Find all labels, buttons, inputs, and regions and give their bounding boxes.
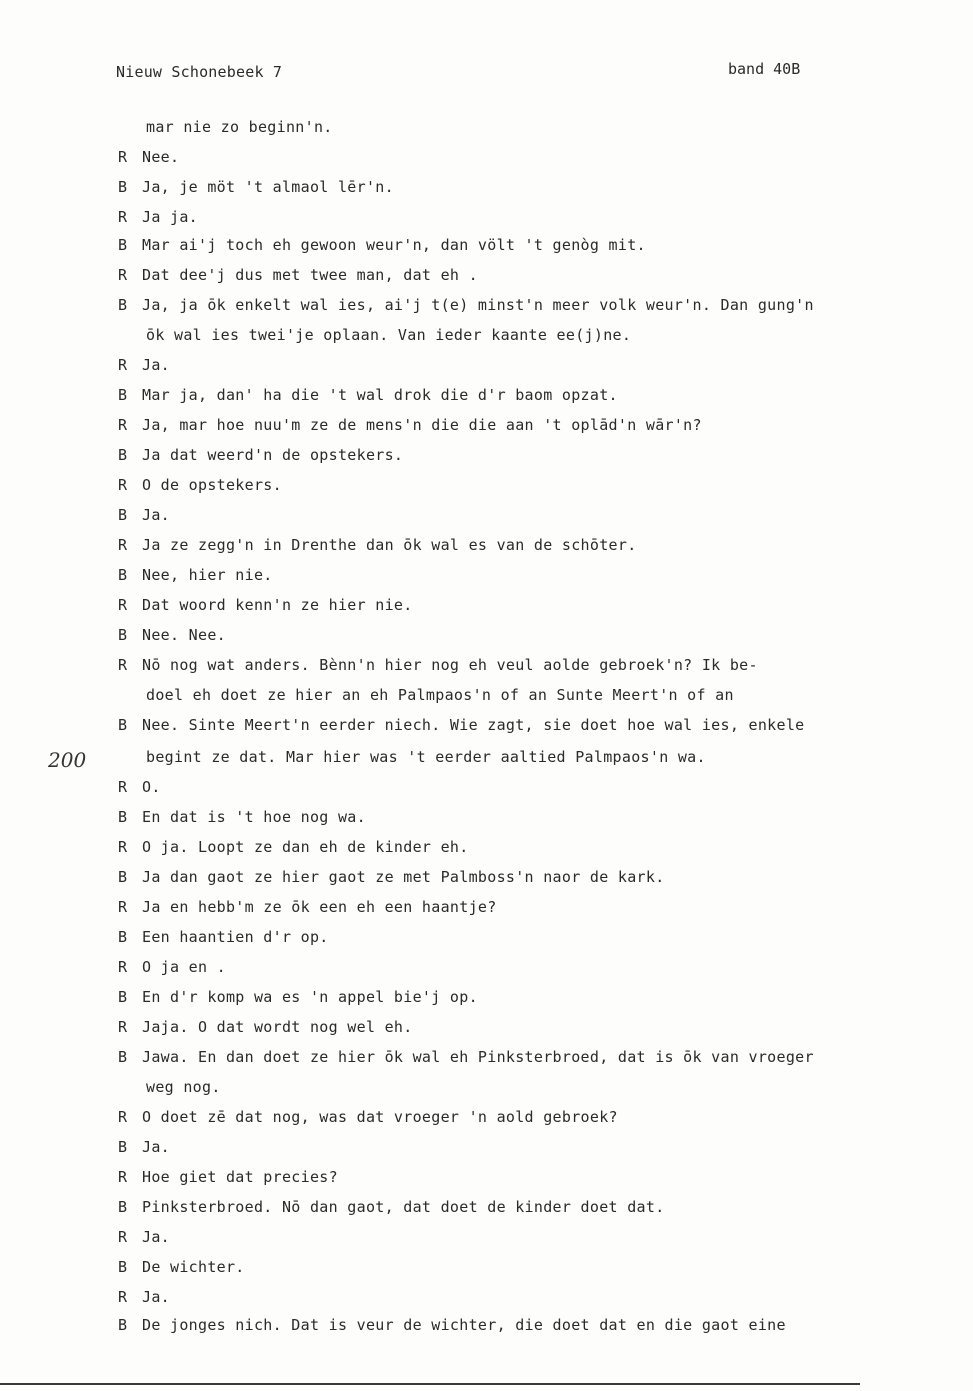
line-text: Dat woord kenn'n ze hier nie. <box>142 596 413 614</box>
transcript-line <box>118 1288 170 1306</box>
line-text: Ja ja. <box>142 208 198 226</box>
speaker-label: B <box>118 1198 128 1216</box>
line-text: Ja ze zegg'n in Drenthe dan ōk wal es van de schōter. <box>142 536 637 554</box>
transcript-line <box>118 416 702 434</box>
line-text: O ja. Loopt ze dan eh de kinder eh. <box>142 838 469 856</box>
line-text: Een haantien d'r op. <box>142 928 329 946</box>
line-text: Ja dat weerd'n de opstekers. <box>142 446 404 464</box>
speaker-label: B <box>118 716 128 734</box>
line-text: ōk wal ies twei'je oplaan. Van ieder kaante ee(j)ne. <box>146 326 632 344</box>
speaker-label: R <box>118 148 128 166</box>
transcript-line <box>118 476 282 494</box>
line-text: Dat dee'j dus met twee man, dat eh . <box>142 266 478 284</box>
speaker-label: R <box>118 898 128 916</box>
line-text: O doet zē dat nog, was dat vroeger 'n aold gebroek? <box>142 1108 618 1126</box>
transcript-line <box>118 506 170 524</box>
line-text: Mar ja, dan' ha die 't wal drok die d'r baom opzat. <box>142 386 618 404</box>
transcript-line <box>118 928 329 946</box>
speaker-label: B <box>118 1258 128 1276</box>
line-text: Nō nog wat anders. Bènn'n hier nog eh veul aolde gebroek'n? Ik be- <box>142 656 758 674</box>
transcript-line <box>118 626 226 644</box>
speaker-label: B <box>118 566 128 584</box>
transcript-line <box>118 296 814 314</box>
speaker-label: R <box>118 1018 128 1036</box>
line-text: Ja. <box>142 1228 170 1246</box>
transcript-line <box>118 898 497 916</box>
line-text: weg nog. <box>146 1078 221 1096</box>
transcript-line <box>118 1048 814 1066</box>
transcript-line <box>146 1078 221 1096</box>
speaker-label: B <box>118 446 128 464</box>
speaker-label: R <box>118 416 128 434</box>
speaker-label: R <box>118 778 128 796</box>
line-text: doel eh doet ze hier an eh Palmpaos'n of an Sunte Meert'n of an <box>146 686 734 704</box>
transcript-line <box>146 686 734 704</box>
transcript-line <box>118 656 758 674</box>
speaker-label: R <box>118 536 128 554</box>
speaker-label: R <box>118 1168 128 1186</box>
transcript-line <box>146 748 706 766</box>
speaker-label: B <box>118 386 128 404</box>
speaker-label: R <box>118 266 128 284</box>
line-text: O ja en . <box>142 958 226 976</box>
line-text: Ja, ja ōk enkelt wal ies, ai'j t(e) minst'n meer volk weur'n. Dan gung'n <box>142 296 814 314</box>
speaker-label: R <box>118 476 128 494</box>
speaker-label: R <box>118 356 128 374</box>
speaker-label: B <box>118 506 128 524</box>
transcript-line <box>118 566 273 584</box>
transcript-line <box>118 208 198 226</box>
line-text: mar nie zo beginn'n. <box>146 118 333 136</box>
line-text: Jaja. O dat wordt nog wel eh. <box>142 1018 413 1036</box>
line-text: Mar ai'j toch eh gewoon weur'n, dan völt 't genòg mit. <box>142 236 646 254</box>
speaker-label: B <box>118 296 128 314</box>
transcript-line <box>118 1168 338 1186</box>
transcript-line <box>118 1108 618 1126</box>
bottom-rule <box>0 1383 860 1385</box>
transcript-line <box>118 1198 665 1216</box>
line-text: Ja. <box>142 506 170 524</box>
transcript-line <box>146 326 631 344</box>
transcript-line <box>118 356 170 374</box>
speaker-label: B <box>118 236 128 254</box>
transcript-line <box>118 1018 413 1036</box>
line-text: Nee. <box>142 148 180 166</box>
transcript-line <box>146 118 333 136</box>
speaker-label: B <box>118 178 128 196</box>
line-text: O de opstekers. <box>142 476 282 494</box>
transcript-line <box>118 868 665 886</box>
speaker-label: R <box>118 1288 128 1306</box>
line-text: O. <box>142 778 161 796</box>
transcript-line <box>118 446 403 464</box>
line-text: Ja. <box>142 1288 170 1306</box>
line-text: Nee. Nee. <box>142 626 226 644</box>
page-header-tape: band 40B <box>728 60 801 78</box>
line-text: Hoe giet dat precies? <box>142 1168 338 1186</box>
transcript-line <box>118 148 179 166</box>
line-text: En dat is 't hoe nog wa. <box>142 808 366 826</box>
speaker-label: R <box>118 838 128 856</box>
speaker-label: B <box>118 1316 128 1334</box>
transcript-line <box>118 1258 245 1276</box>
speaker-label: B <box>118 808 128 826</box>
transcript-line <box>118 596 413 614</box>
page-header-title: Nieuw Schonebeek 7 <box>116 63 283 81</box>
speaker-label: B <box>118 988 128 1006</box>
transcript-line <box>118 958 226 976</box>
line-text: Jawa. En dan doet ze hier ōk wal eh Pinksterbroed, dat is ōk van vroeger <box>142 1048 814 1066</box>
line-text: En d'r komp wa es 'n appel bie'j op. <box>142 988 478 1006</box>
line-text: begint ze dat. Mar hier was 't eerder aaltied Palmpaos'n wa. <box>146 748 706 766</box>
speaker-label: R <box>118 958 128 976</box>
line-text: De wichter. <box>142 1258 245 1276</box>
speaker-label: B <box>118 1138 128 1156</box>
speaker-label: R <box>118 596 128 614</box>
margin-note: 200 <box>48 748 87 772</box>
speaker-label: B <box>118 626 128 644</box>
transcript-line <box>118 1138 170 1156</box>
line-text: Nee. Sinte Meert'n eerder niech. Wie zagt, sie doet hoe wal ies, enkele <box>142 716 805 734</box>
line-text: Ja, mar hoe nuu'm ze de mens'n die die aan 't oplād'n wār'n? <box>142 416 702 434</box>
speaker-label: R <box>118 1108 128 1126</box>
line-text: De jonges nich. Dat is veur de wichter, die doet dat en die gaot eine <box>142 1316 786 1334</box>
speaker-label: B <box>118 1048 128 1066</box>
speaker-label: B <box>118 928 128 946</box>
speaker-label: R <box>118 208 128 226</box>
transcript-line <box>118 716 804 734</box>
transcript-line <box>118 178 394 196</box>
line-text: Ja. <box>142 356 170 374</box>
line-text: Pinksterbroed. Nō dan gaot, dat doet de kinder doet dat. <box>142 1198 665 1216</box>
transcript-line <box>118 1228 170 1246</box>
speaker-label: R <box>118 656 128 674</box>
line-text: Ja en hebb'm ze ōk een eh een haantje? <box>142 898 497 916</box>
transcript-line <box>118 386 618 404</box>
transcript-line <box>118 536 637 554</box>
transcript-line <box>118 1316 786 1334</box>
line-text: Nee, hier nie. <box>142 566 273 584</box>
line-text: Ja, je möt 't almaol lēr'n. <box>142 178 394 196</box>
transcript-line <box>118 266 478 284</box>
transcript-line <box>118 236 646 254</box>
speaker-label: B <box>118 868 128 886</box>
transcript-line <box>118 988 478 1006</box>
line-text: Ja dan gaot ze hier gaot ze met Palmboss'n naor de kark. <box>142 868 665 886</box>
line-text: Ja. <box>142 1138 170 1156</box>
transcript-line <box>118 838 469 856</box>
transcript-line <box>118 808 366 826</box>
speaker-label: R <box>118 1228 128 1246</box>
transcript-line <box>118 778 161 796</box>
